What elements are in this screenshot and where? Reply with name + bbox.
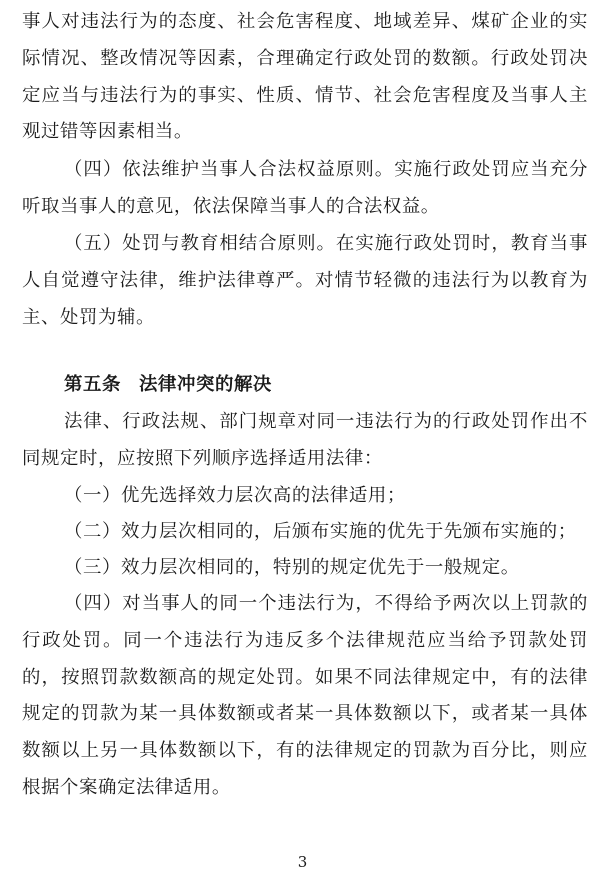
paragraph-continuation: 事人对违法行为的态度、社会危害程度、地域差异、煤矿企业的实际情况、整改情况等因素，合理确定行政处罚的数额。行政处罚决定应当与违法行为的事实、性质、情节、社会危害程度及当事人主观过错等因素相当。 [22,11,588,143]
page-number: 3 [297,853,308,871]
section-intro: 法律、行政法规、部门规章对同一违法行为的行政处罚作出不同规定时，应按照下列顺序选择适用法律： [22,411,588,469]
section-number: 第五条 [64,374,121,395]
list-item-one: （一）优先选择效力层次高的法律适用； [64,485,406,506]
paragraph-principle-five: （五）处罚与教育相结合原则。在实施行政处罚时，教育当事人自觉遵守法律，维护法律尊严。对情节轻微的违法行为以教育为主、处罚为辅。 [22,233,588,328]
section-heading [64,370,272,400]
paragraph-principle-four: （四）依法维护当事人合法权益原则。实施行政处罚应当充分听取当事人的意见，依法保障当事人的合法权益。 [22,159,588,217]
list-item-two: （二）效力层次相同的，后颁布实施的优先于先颁布实施的； [64,521,577,542]
list-item-three: （三）效力层次相同的，特别的规定优先于一般规定。 [64,557,520,578]
list-item-four: （四）对当事人的同一个违法行为，不得给予两次以上罚款的行政处罚。同一个违法行为违反多个法律规范应当给予罚款处罚的，按照罚款数额高的规定处罚。如果不同法律规定中，有的法律规定的罚款为某一具体数额或者某一具体数额以下，或者某一具体数额以上另一具体数额以下，有的法律规定的罚款为百分比，则应根据个案确定法律适用。 [22,593,588,798]
section-title: 法律冲突的解决 [138,374,272,395]
